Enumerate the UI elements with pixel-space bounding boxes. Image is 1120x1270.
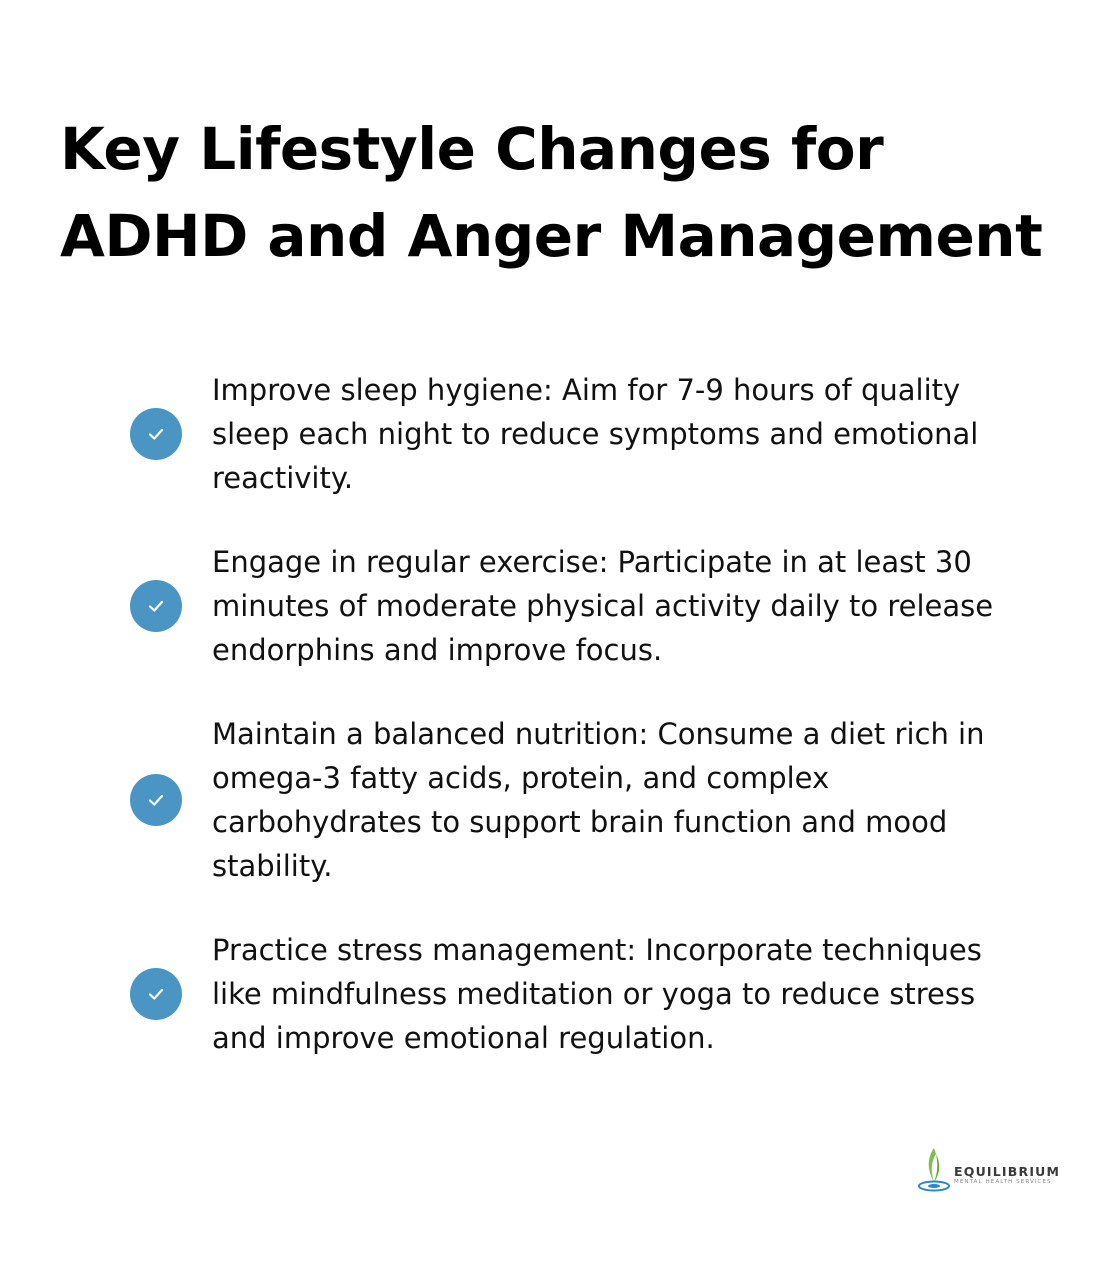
list-item [130,712,1030,888]
logo-flame-icon [914,1142,954,1198]
check-icon [130,774,182,826]
list-item [130,928,1030,1060]
list-item-text: Engage in regular exercise: Participate in at least 30 minutes of moderate physical activity daily to release endorphins and improve focus. [212,545,994,667]
list-item [130,368,1030,500]
list-item [130,540,1030,672]
page-title: Key Lifestyle Changes for ADHD and Anger Management [60,115,1043,270]
equilibrium-logo [914,1142,1061,1198]
check-icon [130,580,182,632]
list-item-text: Practice stress management: Incorporate techniques like mindfulness meditation or yoga to reduce stress and improve emotional regulation. [212,933,982,1055]
checklist [130,368,1030,1100]
list-item-text: Maintain a balanced nutrition: Consume a diet rich in omega-3 fatty acids, protein, and complex carbohydrates to support brain function and mood stability. [212,717,985,883]
logo-tagline: MENTAL HEALTH SERVICES [954,1179,1052,1185]
check-icon [130,968,182,1020]
logo-name: EQUILIBRIUM [954,1164,1061,1179]
list-item-text: Improve sleep hygiene: Aim for 7-9 hours of quality sleep each night to reduce symptoms and emotional reactivity. [212,373,979,495]
check-icon [130,408,182,460]
